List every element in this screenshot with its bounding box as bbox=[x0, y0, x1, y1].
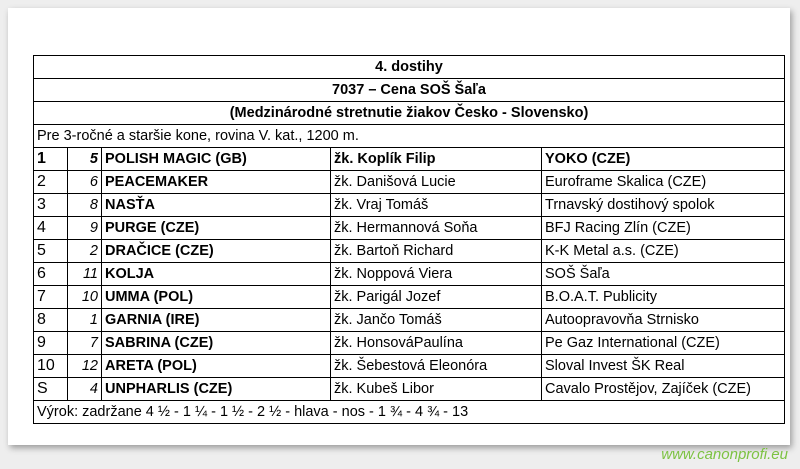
start-number: 9 bbox=[68, 217, 102, 240]
finish-position: 10 bbox=[34, 355, 68, 378]
watermark: www.canonprofi.eu bbox=[661, 446, 788, 463]
table-row bbox=[34, 217, 785, 240]
horse-name: SABRINA (CZE) bbox=[102, 332, 331, 355]
start-number: 5 bbox=[68, 148, 102, 171]
start-number: 10 bbox=[68, 286, 102, 309]
finish-position: 9 bbox=[34, 332, 68, 355]
start-number: 7 bbox=[68, 332, 102, 355]
owner-name: B.O.A.T. Publicity bbox=[542, 286, 785, 309]
jockey-name: žk. Koplík Filip bbox=[331, 148, 542, 171]
jockey-name: žk. Danišová Lucie bbox=[331, 171, 542, 194]
finish-position: 3 bbox=[34, 194, 68, 217]
jockey-name: žk. Kubeš Libor bbox=[331, 378, 542, 401]
owner-name: Euroframe Skalica (CZE) bbox=[542, 171, 785, 194]
horse-name: UNPHARLIS (CZE) bbox=[102, 378, 331, 401]
start-number: 1 bbox=[68, 309, 102, 332]
jockey-name: žk. Hermannová Soňa bbox=[331, 217, 542, 240]
finish-position: 2 bbox=[34, 171, 68, 194]
start-number: 4 bbox=[68, 378, 102, 401]
owner-name: SOŠ Šaľa bbox=[542, 263, 785, 286]
start-number: 6 bbox=[68, 171, 102, 194]
subtitle-row bbox=[34, 102, 785, 125]
horse-name: ARETA (POL) bbox=[102, 355, 331, 378]
jockey-name: žk. Šebestová Eleonóra bbox=[331, 355, 542, 378]
table-row bbox=[34, 286, 785, 309]
race-results-table bbox=[33, 55, 785, 424]
horse-name: POLISH MAGIC (GB) bbox=[102, 148, 331, 171]
jockey-name: žk. Jančo Tomáš bbox=[331, 309, 542, 332]
table-row bbox=[34, 171, 785, 194]
table-row bbox=[34, 263, 785, 286]
document-page bbox=[8, 8, 790, 445]
horse-name: DRAČICE (CZE) bbox=[102, 240, 331, 263]
finish-position: 7 bbox=[34, 286, 68, 309]
race-name: 7037 – Cena SOŠ Šaľa bbox=[34, 79, 785, 102]
horse-name: PURGE (CZE) bbox=[102, 217, 331, 240]
conditions-row bbox=[34, 125, 785, 148]
owner-name: Cavalo Prostějov, Zajíček (CZE) bbox=[542, 378, 785, 401]
race-subtitle: (Medzinárodné stretnutie žiakov Česko - Slovensko) bbox=[34, 102, 785, 125]
finish-position: 4 bbox=[34, 217, 68, 240]
start-number: 11 bbox=[68, 263, 102, 286]
finish-position: 6 bbox=[34, 263, 68, 286]
table-row bbox=[34, 240, 785, 263]
start-number: 8 bbox=[68, 194, 102, 217]
table-row bbox=[34, 355, 785, 378]
owner-name: Trnavský dostihový spolok bbox=[542, 194, 785, 217]
horse-name: PEACEMAKER bbox=[102, 171, 331, 194]
horse-name: GARNIA (IRE) bbox=[102, 309, 331, 332]
race-conditions: Pre 3-ročné a staršie kone, rovina V. kat., 1200 m. bbox=[34, 125, 785, 148]
title-row bbox=[34, 56, 785, 79]
owner-name: Pe Gaz International (CZE) bbox=[542, 332, 785, 355]
jockey-name: žk. Bartoň Richard bbox=[331, 240, 542, 263]
finish-margins: Výrok: zadržane 4 ½ - 1 ¼ - 1 ½ - 2 ½ - hlava - nos - 1 ¾ - 4 ¾ - 13 bbox=[34, 401, 785, 424]
owner-name: Sloval Invest ŠK Real bbox=[542, 355, 785, 378]
table-row bbox=[34, 194, 785, 217]
jockey-name: žk. Parigál Jozef bbox=[331, 286, 542, 309]
jockey-name: žk. Noppová Viera bbox=[331, 263, 542, 286]
finish-position: 5 bbox=[34, 240, 68, 263]
finish-position: S bbox=[34, 378, 68, 401]
race-name-row bbox=[34, 79, 785, 102]
owner-name: BFJ Racing Zlín (CZE) bbox=[542, 217, 785, 240]
owner-name: K-K Metal a.s. (CZE) bbox=[542, 240, 785, 263]
race-title: 4. dostihy bbox=[34, 56, 785, 79]
margins-row bbox=[34, 401, 785, 424]
start-number: 12 bbox=[68, 355, 102, 378]
owner-name: YOKO (CZE) bbox=[542, 148, 785, 171]
finish-position: 8 bbox=[34, 309, 68, 332]
jockey-name: žk. Vraj Tomáš bbox=[331, 194, 542, 217]
table-row bbox=[34, 378, 785, 401]
owner-name: Autoopravovňa Strnisko bbox=[542, 309, 785, 332]
table-row bbox=[34, 332, 785, 355]
horse-name: NASŤA bbox=[102, 194, 331, 217]
table-row bbox=[34, 148, 785, 171]
table-row bbox=[34, 309, 785, 332]
jockey-name: žk. HonsováPaulína bbox=[331, 332, 542, 355]
start-number: 2 bbox=[68, 240, 102, 263]
horse-name: UMMA (POL) bbox=[102, 286, 331, 309]
horse-name: KOLJA bbox=[102, 263, 331, 286]
finish-position: 1 bbox=[34, 148, 68, 171]
